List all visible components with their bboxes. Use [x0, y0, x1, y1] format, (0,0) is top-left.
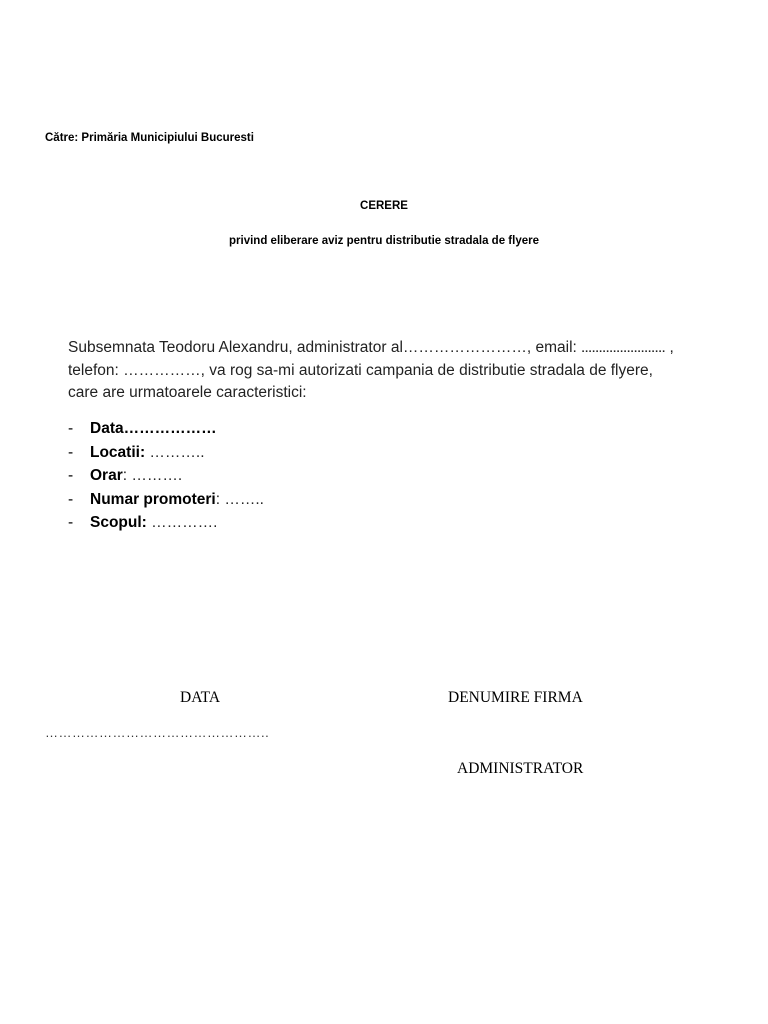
item-value: …………. — [146, 514, 218, 531]
list-item-scopul — [68, 511, 264, 535]
document-subtitle: privind eliberare aviz pentru distributie stradala de flyere — [229, 235, 539, 247]
item-label: Data — [90, 420, 124, 437]
request-paragraph — [68, 337, 728, 404]
item-label: Numar promoteri — [90, 490, 216, 508]
signature-admin-label: ADMINISTRATOR — [457, 760, 584, 777]
paragraph-line-2: telefon: ……………, va rog sa-mi autorizati campania de distributie stradala de flyere, — [68, 362, 653, 379]
item-value: : …….. — [215, 490, 264, 508]
signature-date-label: DATA — [180, 689, 221, 706]
list-item-orar — [68, 464, 264, 488]
characteristics-list — [68, 417, 264, 535]
item-value: ……………… — [123, 420, 217, 437]
document-title: CERERE — [360, 200, 408, 212]
item-value: : ………. — [122, 467, 183, 484]
paragraph-line-1-text: Subsemnata Teodoru Alexandru, administrator al……………………, email: — [68, 339, 582, 356]
recipient-line: Către: Primăria Municipiului Bucuresti — [45, 132, 254, 144]
list-item-data — [68, 417, 264, 441]
bullet-dash: - — [68, 514, 74, 531]
signature-company-label: DENUMIRE FIRMA — [448, 689, 583, 706]
list-item-numar-promoteri — [68, 488, 264, 512]
item-label: Orar — [90, 467, 123, 484]
signature-date-dots: ………………………………………….. — [45, 725, 270, 740]
bullet-dash: - — [68, 467, 74, 484]
item-label: Locatii: — [90, 443, 146, 461]
bullet-dash: - — [68, 420, 74, 437]
item-value: ……….. — [145, 443, 205, 461]
email-dots: …………………… — [581, 343, 666, 355]
list-item-locatii — [68, 441, 264, 465]
paragraph-line-1-suffix: , — [665, 339, 674, 356]
bullet-dash: - — [68, 443, 74, 461]
item-label: Scopul: — [90, 514, 147, 531]
paragraph-line-3: care are urmatoarele caracteristici: — [68, 384, 307, 401]
bullet-dash: - — [68, 490, 74, 508]
paragraph-line-1 — [68, 337, 728, 360]
